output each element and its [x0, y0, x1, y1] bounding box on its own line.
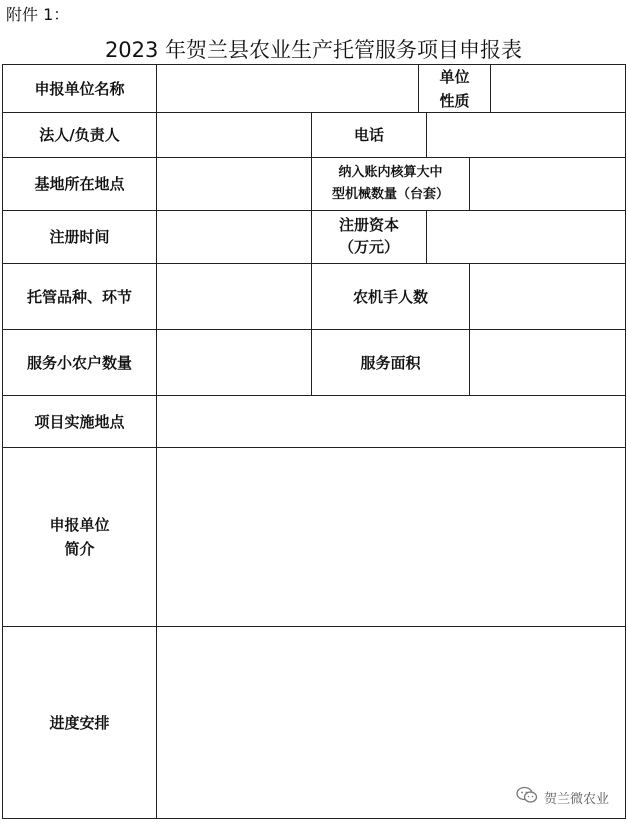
label-custody-type: 托管品种、环节 — [26, 287, 132, 306]
label-legal-person: 法人/负责人 — [39, 126, 120, 144]
watermark-text: 贺兰微农业 — [543, 791, 609, 807]
field-farm-households[interactable] — [157, 330, 311, 395]
label-machinery-count: 纳入账内核算大中 型机械数量（台套） — [331, 164, 449, 202]
label-schedule: 进度安排 — [49, 713, 110, 732]
field-base-location[interactable] — [157, 158, 311, 210]
field-custody-type[interactable] — [157, 264, 311, 329]
field-project-location[interactable] — [157, 396, 625, 447]
label-unit-name: 申报单位名称 — [34, 79, 125, 98]
label-operators: 农机手人数 — [352, 287, 428, 306]
label-project-location: 项目实施地点 — [34, 412, 125, 431]
field-unit-name[interactable] — [157, 65, 418, 112]
form-title: 2023 年贺兰县农业生产托管服务项目申报表 — [104, 38, 523, 62]
watermark — [516, 786, 609, 808]
wechat-icon — [516, 786, 538, 808]
field-unit-nature[interactable] — [491, 65, 625, 112]
field-legal-person[interactable] — [157, 113, 311, 157]
label-base-location: 基地所在地点 — [34, 175, 125, 193]
label-register-capital: 注册资本 （万元） — [338, 216, 399, 256]
field-machinery-count[interactable] — [470, 158, 625, 210]
field-operators[interactable] — [470, 264, 625, 329]
label-unit-intro: 申报单位 简介 — [49, 516, 110, 558]
attachment-label: 附件 1： — [6, 5, 70, 24]
field-phone[interactable] — [427, 113, 625, 157]
label-unit-nature: 单位 性质 — [439, 67, 470, 110]
field-register-time[interactable] — [157, 211, 311, 263]
field-unit-intro[interactable] — [157, 448, 625, 626]
field-register-capital[interactable] — [427, 211, 625, 263]
label-register-time: 注册时间 — [49, 228, 110, 246]
label-phone: 电话 — [353, 126, 384, 144]
label-farm-households: 服务小农户数量 — [26, 353, 132, 372]
label-service-area: 服务面积 — [360, 353, 421, 372]
field-service-area[interactable] — [470, 330, 625, 395]
